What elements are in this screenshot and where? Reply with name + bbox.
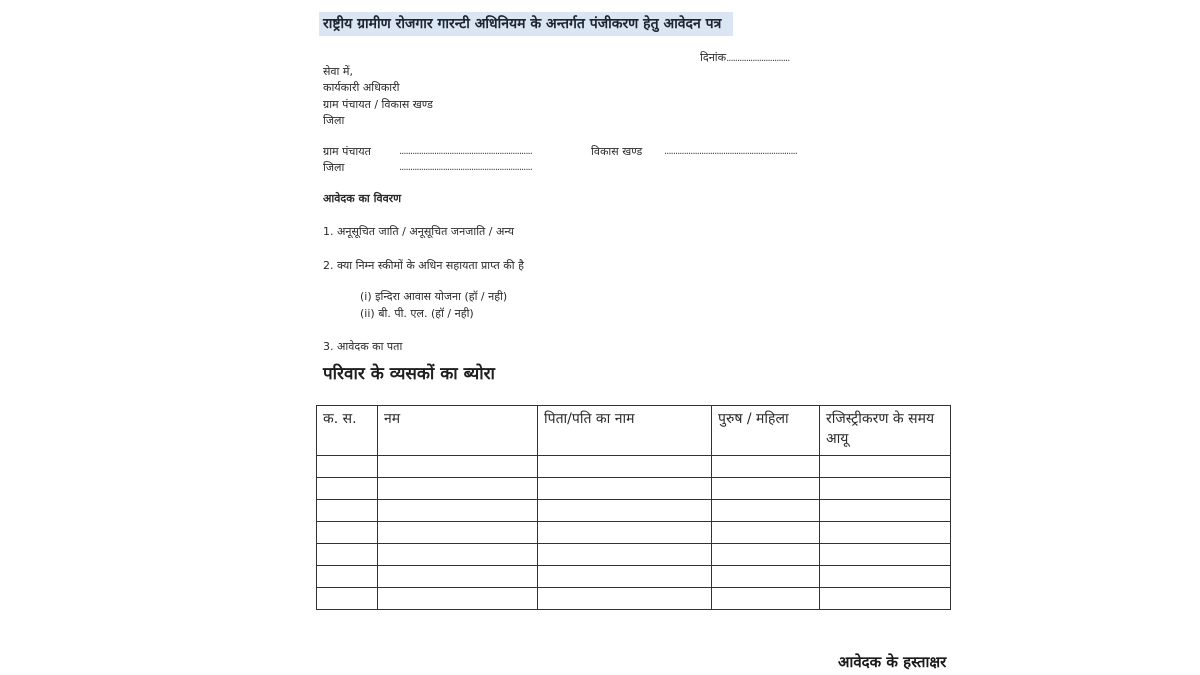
gram-panchayat-blank[interactable]: .............................................................: [399, 146, 532, 157]
table-cell[interactable]: [378, 478, 538, 500]
table-cell[interactable]: [712, 588, 820, 610]
header-father-husband-name: पिता/पति का नाम: [538, 406, 712, 456]
table-cell[interactable]: [712, 522, 820, 544]
question-address: 3. आवेदक का पता: [323, 340, 403, 353]
table-cell[interactable]: [820, 500, 951, 522]
table-row: [317, 588, 951, 610]
table-row: [317, 500, 951, 522]
table-cell[interactable]: [820, 566, 951, 588]
table-cell[interactable]: [317, 588, 378, 610]
table-cell[interactable]: [378, 566, 538, 588]
header-name: नम: [378, 406, 538, 456]
table-cell[interactable]: [820, 522, 951, 544]
date-field: [700, 50, 789, 65]
table-cell[interactable]: [378, 456, 538, 478]
table-row: [317, 544, 951, 566]
date-label: दिनांक: [700, 51, 727, 64]
header-gender: पुरुष / महिला: [712, 406, 820, 456]
table-row: [317, 456, 951, 478]
question-category: 1. अनूसूचित जाति / अनूसूचित जनजाति / अन्य: [323, 225, 515, 238]
family-members-table: [316, 405, 951, 610]
applicant-details-heading: आवेदक का विवरण: [323, 192, 402, 205]
table-cell[interactable]: [317, 456, 378, 478]
table-cell[interactable]: [820, 456, 951, 478]
gram-panchayat-label: ग्राम पंचायत: [323, 145, 371, 158]
table-cell[interactable]: [712, 566, 820, 588]
family-heading: परिवार के व्यसकों का ब्योरा: [323, 364, 495, 384]
table-cell[interactable]: [378, 544, 538, 566]
address-office: ग्राम पंचायत / विकास खण्ड: [323, 98, 433, 111]
table-cell[interactable]: [378, 588, 538, 610]
table-cell[interactable]: [317, 566, 378, 588]
table-cell[interactable]: [820, 544, 951, 566]
district-label: जिला: [323, 161, 345, 174]
table-cell[interactable]: [538, 500, 712, 522]
table-cell[interactable]: [538, 478, 712, 500]
table-cell[interactable]: [378, 522, 538, 544]
date-blank[interactable]: .............................: [726, 53, 790, 64]
table-cell[interactable]: [317, 500, 378, 522]
table-cell[interactable]: [538, 544, 712, 566]
table-cell[interactable]: [712, 544, 820, 566]
question-schemes: 2. क्या निम्न स्कीमों के अधिन सहायता प्राप्त की है: [323, 259, 524, 272]
table-cell[interactable]: [538, 566, 712, 588]
address-to: सेवा में,: [323, 65, 353, 78]
scheme-indira-awas: (i) इन्दिरा आवास योजना (हॉ / नही): [360, 290, 508, 303]
district-blank[interactable]: .............................................................: [399, 162, 532, 173]
table-cell[interactable]: [317, 522, 378, 544]
table-cell[interactable]: [317, 478, 378, 500]
table-cell[interactable]: [538, 522, 712, 544]
table-cell[interactable]: [820, 478, 951, 500]
signature-label: आवेदक के हस्ताक्षर: [838, 653, 947, 671]
table-row: [317, 478, 951, 500]
vikas-khand-blank[interactable]: .............................................................: [664, 146, 797, 157]
header-serial: क. स.: [317, 406, 378, 456]
table-cell[interactable]: [378, 500, 538, 522]
table-cell[interactable]: [712, 478, 820, 500]
form-title: राष्ट्रीय ग्रामीण रोजगार गारन्टी अधिनियम के अन्तर्गत पंजीकरण हेतु आवेदन पत्र: [319, 12, 733, 36]
table-cell[interactable]: [538, 588, 712, 610]
table-header-row: [317, 406, 951, 456]
vikas-khand-label: विकास खण्ड: [591, 145, 643, 158]
table-cell[interactable]: [538, 456, 712, 478]
table-cell[interactable]: [317, 544, 378, 566]
table-cell[interactable]: [712, 500, 820, 522]
table-row: [317, 522, 951, 544]
table-cell[interactable]: [712, 456, 820, 478]
table-row: [317, 566, 951, 588]
address-officer: कार्यकारी अधिकारी: [323, 81, 400, 94]
header-age-at-registration: रजिस्ट्रीकरण के समय आयू: [820, 406, 951, 456]
scheme-bpl: (ii) बी. पी. एल. (हॉ / नही): [360, 307, 474, 320]
address-district: जिला: [323, 114, 345, 127]
table-cell[interactable]: [820, 588, 951, 610]
